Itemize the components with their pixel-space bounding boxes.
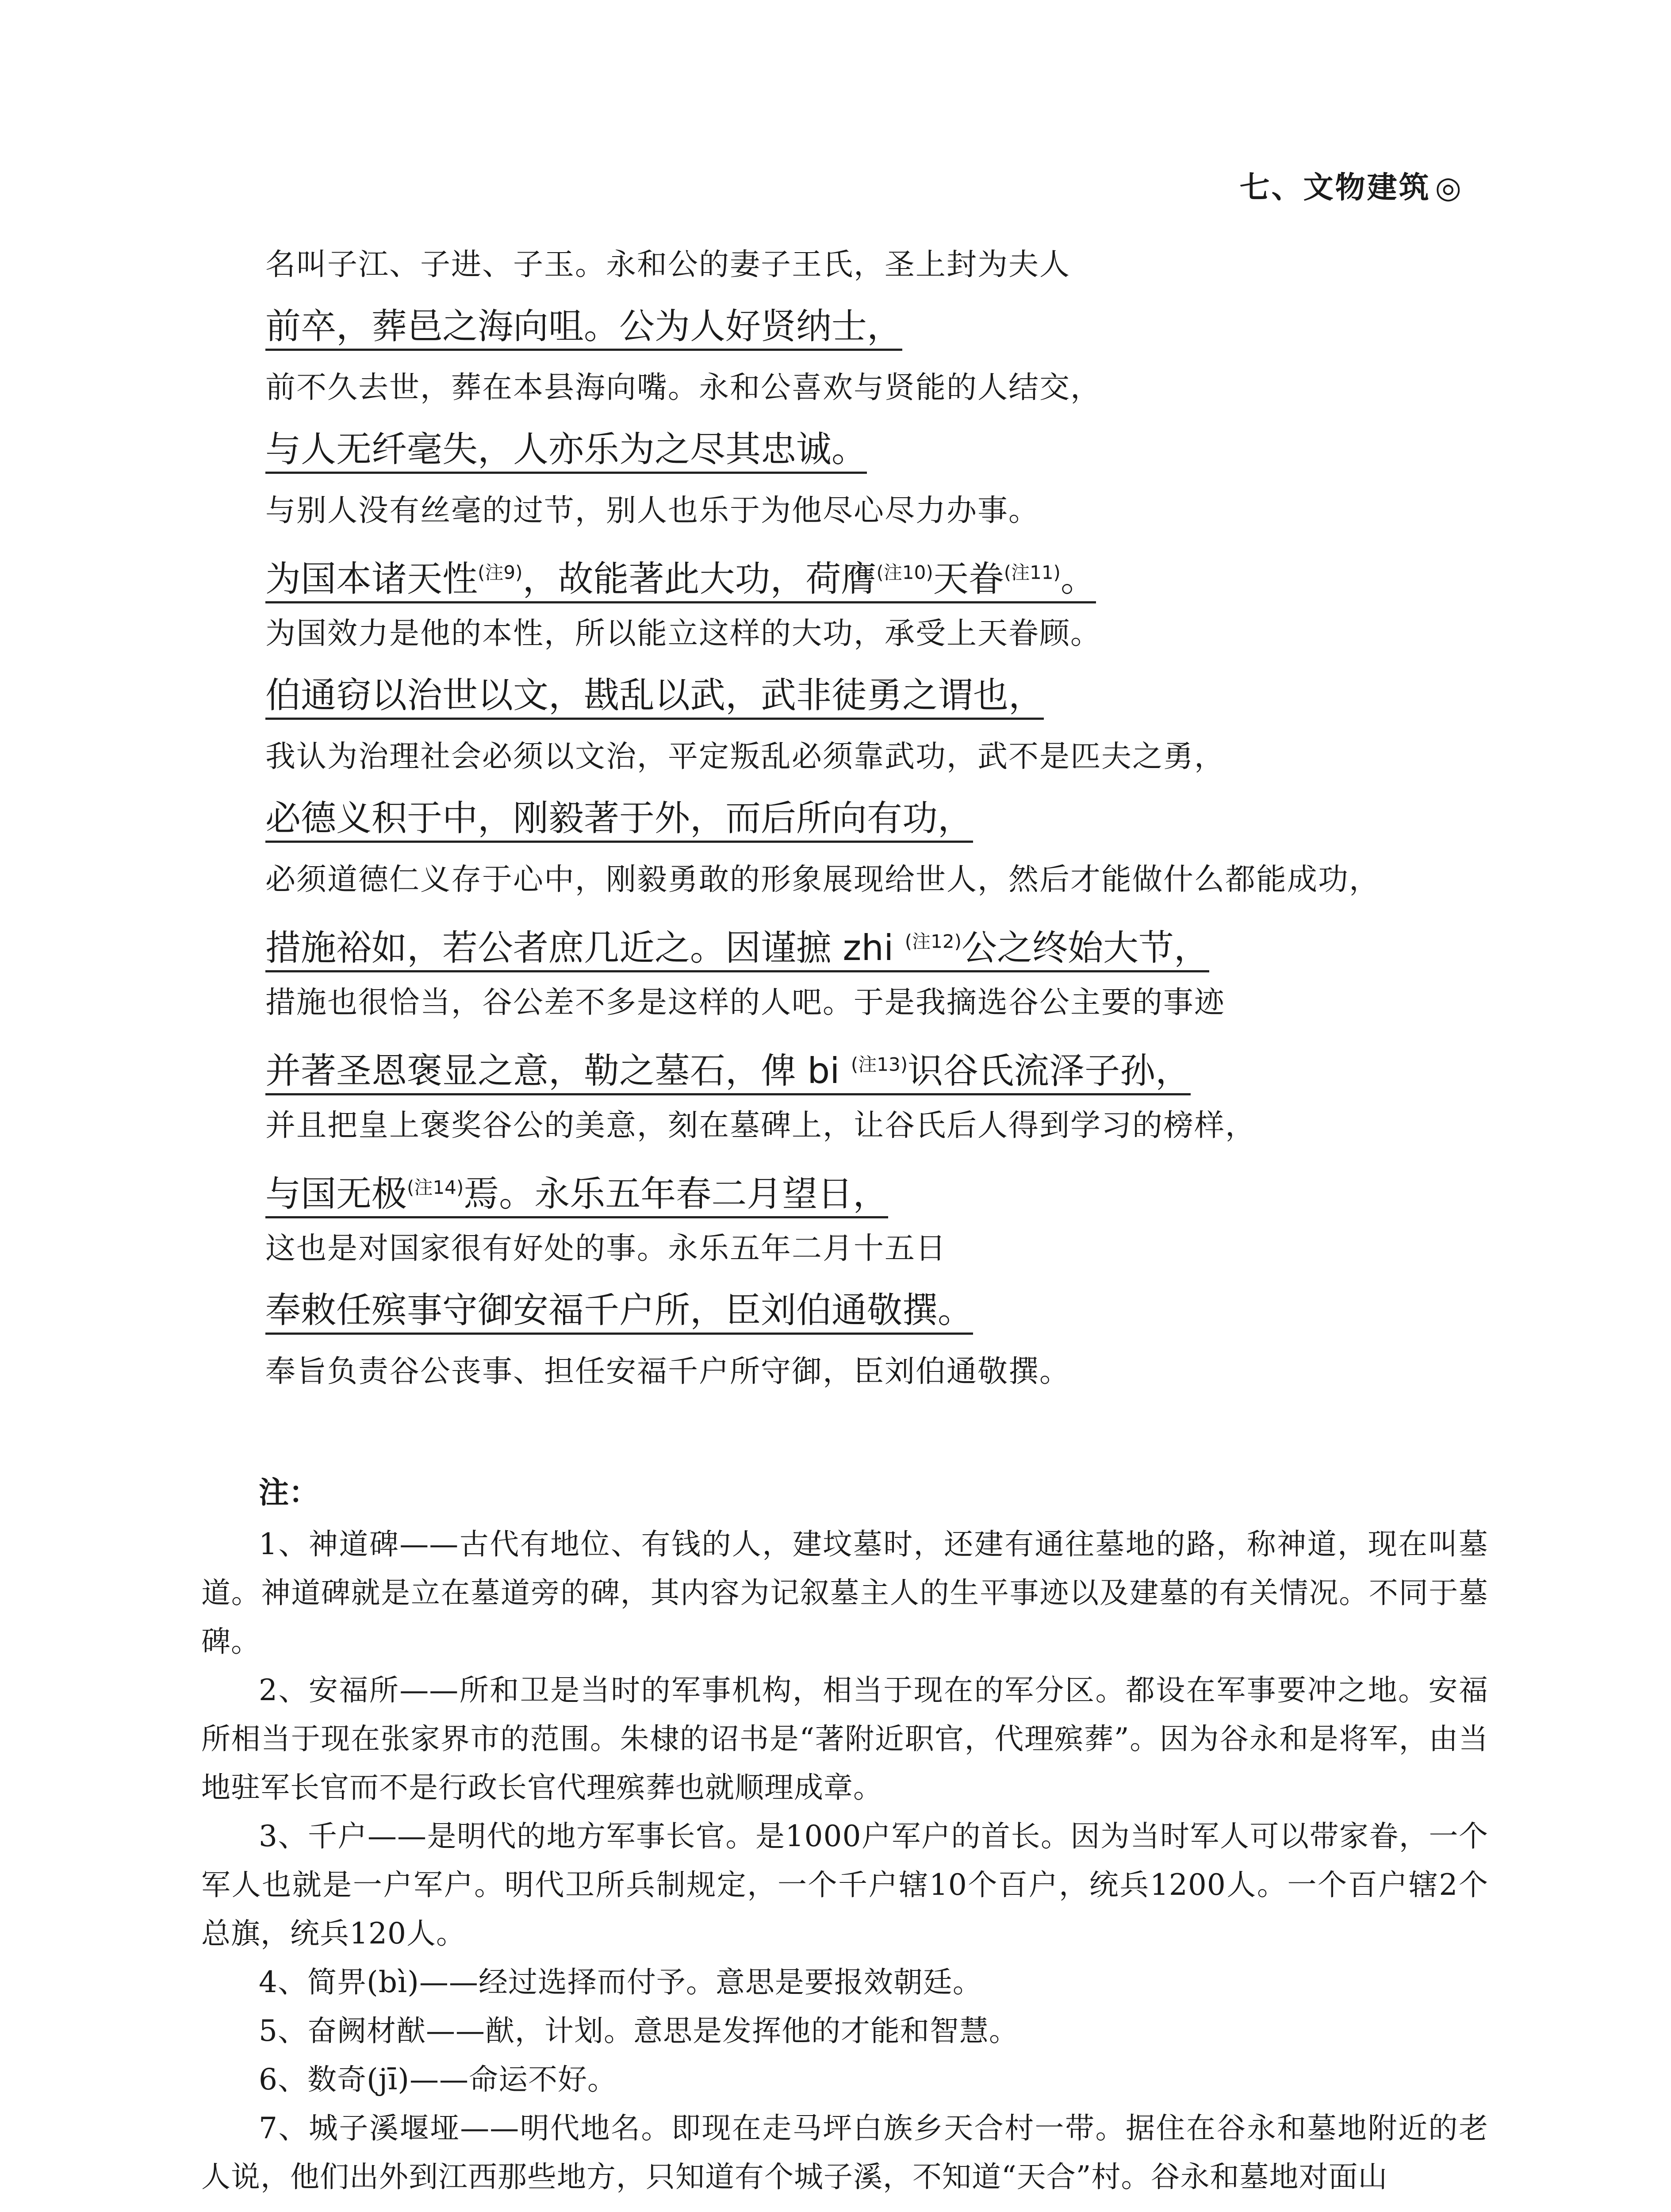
translation-line: 奉旨负责谷公丧事、担任安福千户所守御，臣刘伯通敬撰。 <box>265 1354 1071 1389</box>
translation-line: 与别人没有丝毫的过节，别人也乐于为他尽心尽力办事。 <box>265 493 1040 528</box>
footnote-ref: (注11) <box>1004 561 1061 583</box>
note-item: 2、安福所——所和卫是当时的军事机构，相当于现在的军分区。都设在军事要冲之地。安福所相当于现在张家界市的范围。朱棣的诏书是“著附近职官，代理殡葬”。因为谷永和是将军，由当地驻军长官而不是行政长官代理殡葬也就顺理成章。 <box>201 1673 1488 1805</box>
note-item: 6、数奇(jī)——命运不好。 <box>259 2062 617 2097</box>
text-segment: 奉敕任殡事守御安福千户所，臣刘伯通敬撰。 <box>265 1290 973 1331</box>
translation-line: 这也是对国家很有好处的事。永乐五年二月十五日 <box>265 1231 947 1266</box>
section-title: 七、文物建筑 <box>1239 170 1431 205</box>
translation-line: 措施也很恰当，谷公差不多是这样的人吧。于是我摘选谷公主要的事迹 <box>265 985 1226 1020</box>
underlined-text <box>265 927 1209 972</box>
footnote-ref: (注13) <box>851 1053 908 1075</box>
original-text-line <box>265 664 1513 726</box>
text-segment: 措施裕如，若公者庶几近之。因谨摭 zhi <box>265 927 905 968</box>
footnote-ref: (注14) <box>407 1176 464 1198</box>
translation-line: 并且把皇上褒奖谷公的美意，刻在墓碑上，让谷氏后人得到学习的榜样， <box>265 1108 1257 1143</box>
underlined-text <box>265 675 1044 720</box>
footnote-ref: (注9) <box>478 561 523 583</box>
underlined-text <box>265 1173 888 1218</box>
footnote-ref: (注10) <box>876 561 933 583</box>
original-text-line <box>265 910 1513 972</box>
note-item: 1、神道碑——古代有地位、有钱的人，建坟墓时，还建有通往墓地的路，称神道，现在叫墓道。神道碑就是立在墓道旁的碑，其内容为记叙墓主人的生平事迹以及建墓的有关情况。不同于墓碑。 <box>201 1527 1488 1659</box>
circle-mark-icon: ◎ <box>1435 170 1463 205</box>
text-segment: 必德义积于中，刚毅著于外，而后所向有功， <box>265 798 973 839</box>
original-text-line <box>265 419 1513 480</box>
text-segment: ，故能著此大功，荷膺 <box>522 558 877 599</box>
text-segment: 并著圣恩褒显之意，勒之墓石，俾 bi <box>265 1050 851 1091</box>
underlined-text <box>265 798 973 843</box>
original-text-line <box>265 787 1513 849</box>
translation-line: 名叫子江、子进、子玉。永和公的妻子王氏，圣上封为夫人 <box>265 247 1071 282</box>
translation-line: 必须道德仁义存于心中，刚毅勇敢的形象展现给世人，然后才能做什么都能成功， <box>265 862 1380 897</box>
text-segment: 。 <box>1060 558 1096 599</box>
original-text-line <box>265 1279 1513 1341</box>
underlined-text <box>265 429 867 474</box>
underlined-text <box>265 1290 973 1335</box>
underlined-text <box>265 558 1096 603</box>
original-text-line <box>265 1033 1513 1095</box>
original-text-line <box>265 541 1513 603</box>
notes-section <box>201 1469 1488 2201</box>
underlined-text <box>265 1050 1191 1095</box>
text-segment: 与人无纤毫失，人亦乐为之尽其忠诚。 <box>265 429 867 470</box>
main-text <box>265 234 1513 1402</box>
note-item: 5、奋阙材猷——猷，计划。意思是发挥他的才能和智慧。 <box>259 2014 1019 2048</box>
text-segment: 为国本诸天性 <box>265 558 478 599</box>
note-item: 3、千户——是明代的地方军事长官。是1000户军户的首长。因为当时军人可以带家眷，一个军人也就是一户军户。明代卫所兵制规定，一个千户辖10个百户，统兵1200人。一个百户辖2个总旗，统兵120人。 <box>201 1819 1488 1951</box>
text-segment: 与国无极 <box>265 1173 407 1214</box>
text-segment: 识谷氏流泽子孙， <box>908 1050 1191 1091</box>
text-segment: 伯通窃以治世以文，戡乱以武，武非徒勇之谓也， <box>265 675 1044 716</box>
translation-line: 为国效力是他的本性，所以能立这样的大功，承受上天眷顾。 <box>265 616 1102 651</box>
underlined-text <box>265 306 902 351</box>
footnote-ref: (注12) <box>904 930 962 952</box>
translation-line: 我认为治理社会必须以文治，平定叛乱必须靠武功，武不是匹夫之勇， <box>265 739 1226 774</box>
translation-line: 前不久去世，葬在本县海向嘴。永和公喜欢与贤能的人结交， <box>265 370 1102 405</box>
note-item: 4、简畀(bì)——经过选择而付予。意思是要报效朝廷。 <box>259 1965 982 1999</box>
original-text-line <box>265 296 1513 357</box>
text-segment: 公之终始大节， <box>962 927 1209 968</box>
text-segment: 焉。永乐五年春二月望日， <box>464 1173 889 1214</box>
note-item: 7、城子溪堰垭——明代地名。即现在走马坪白族乡天合村一带。据住在谷永和墓地附近的老人说，他们出外到江西那些地方，只知道有个城子溪，不知道“天合”村。谷永和墓地对面山 <box>201 2111 1488 2194</box>
text-segment: 天眷 <box>933 558 1004 599</box>
text-segment: 前卒，葬邑之海向咀。公为人好贤纳士， <box>265 306 902 347</box>
notes-title: 注： <box>259 1475 319 1510</box>
running-header <box>1240 164 1463 207</box>
original-text-line <box>265 1156 1513 1218</box>
